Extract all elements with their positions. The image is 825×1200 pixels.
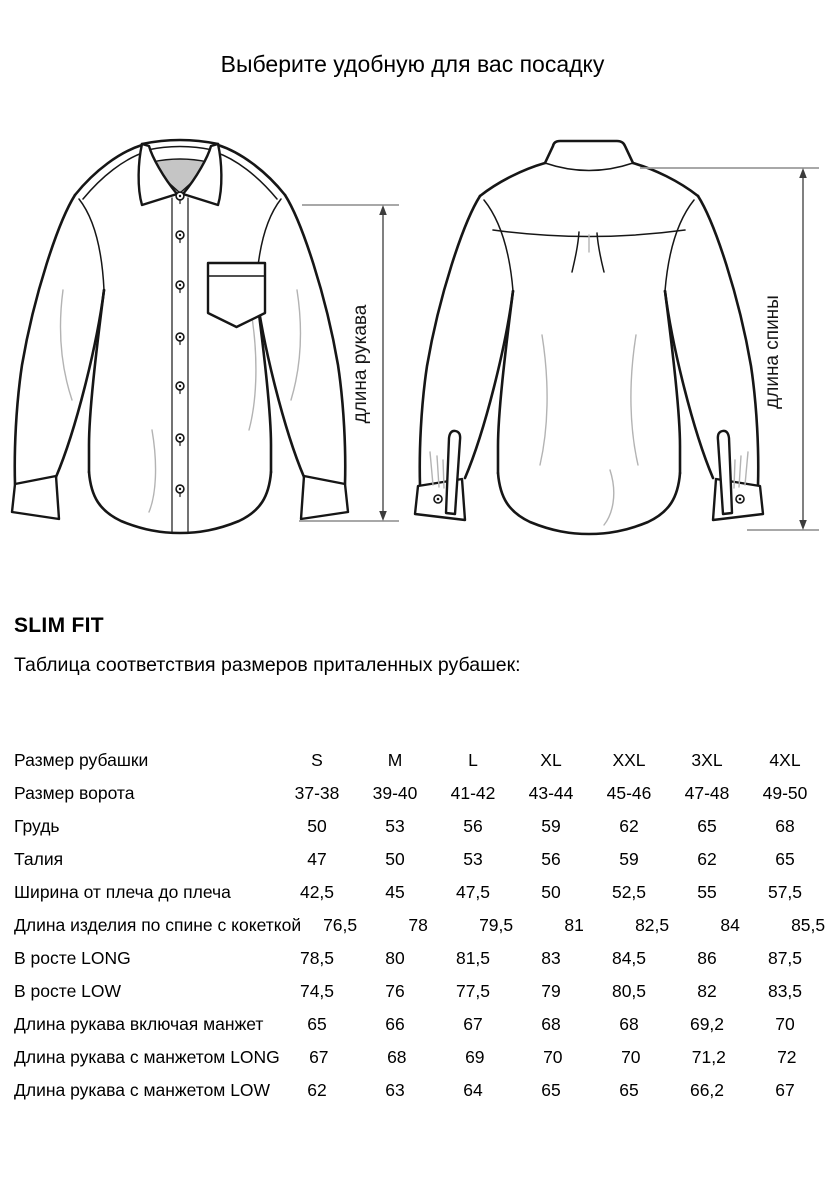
size-cell: 70 [543, 1047, 563, 1067]
size-cell: 83,5 [767, 981, 803, 1001]
back-length-label: длина спины [762, 295, 783, 409]
size-cell: S [311, 750, 323, 770]
table-row [14, 876, 824, 909]
size-cell: 43-44 [528, 783, 574, 803]
row-label: Талия [14, 849, 64, 869]
size-cell: 80 [385, 948, 405, 968]
arrowhead-down-icon [379, 511, 387, 521]
size-cell: 82 [697, 981, 717, 1001]
size-cell: 66 [385, 1014, 405, 1034]
size-cell: 80,5 [611, 981, 647, 1001]
size-cell: 50 [385, 849, 405, 869]
size-cell: 71,2 [691, 1047, 726, 1067]
size-cell: 65 [307, 1014, 327, 1034]
size-cell: 74,5 [299, 981, 335, 1001]
front-left-cuff [12, 476, 59, 519]
size-cell: M [387, 750, 403, 770]
button-icon [176, 231, 184, 242]
size-cell: 83 [541, 948, 561, 968]
size-cell: 69 [465, 1047, 485, 1067]
size-cell: 65 [697, 816, 717, 836]
size-cell: 63 [385, 1080, 405, 1100]
size-cell: 65 [619, 1080, 639, 1100]
size-cell: 76,5 [323, 915, 358, 935]
size-cell: 76 [385, 981, 405, 1001]
button-icon [176, 434, 184, 445]
size-cell: 62 [619, 816, 639, 836]
button-icon [176, 333, 184, 344]
size-cell: 65 [541, 1080, 561, 1100]
size-cell: 68 [775, 816, 795, 836]
page-title: Выберите удобную для вас посадку [220, 51, 605, 77]
back-body [498, 291, 680, 534]
size-cell: 39-40 [372, 783, 418, 803]
table-subtitle: Таблица соответствия размеров приталенных рубашек: [14, 654, 521, 676]
row-label: Размер ворота [14, 783, 135, 803]
sleeve-length-dimension [299, 205, 399, 521]
size-cell: 68 [541, 1014, 561, 1034]
size-cell: 53 [463, 849, 483, 869]
size-cell: 47-48 [684, 783, 730, 803]
table-row [14, 843, 824, 876]
size-cell: 78,5 [299, 948, 335, 968]
row-label: Размер рубашки [14, 750, 149, 770]
shirt-back-drawing [415, 141, 763, 534]
size-cell: 81,5 [455, 948, 491, 968]
arrowhead-up-icon [799, 168, 807, 178]
size-cell: XL [540, 750, 562, 770]
size-cell: 57,5 [767, 882, 803, 902]
size-cell: 72 [777, 1047, 797, 1067]
size-cell: 62 [697, 849, 717, 869]
size-cell: 79 [541, 981, 561, 1001]
sleeve-length-label: длина рукава [350, 304, 371, 424]
size-cell: 45-46 [606, 783, 652, 803]
size-cell: 4XL [769, 750, 801, 770]
button-icon [176, 382, 184, 393]
row-label: В росте LOW [14, 981, 122, 1001]
size-cell: 41-42 [450, 783, 496, 803]
row-label: Грудь [14, 816, 60, 836]
size-cell: 50 [541, 882, 561, 902]
row-label: Длина рукава с манжетом LONG [14, 1047, 280, 1067]
cuff-button-icon [434, 495, 442, 503]
size-cell: 84 [720, 915, 740, 935]
button-icon [176, 281, 184, 292]
size-cell: 69,2 [689, 1014, 725, 1034]
size-cell: 59 [619, 849, 639, 869]
table-row [14, 975, 824, 1008]
size-table [14, 744, 824, 1107]
row-label: Длина рукава с манжетом LOW [14, 1080, 271, 1100]
size-cell: 49-50 [762, 783, 808, 803]
size-cell: 81 [564, 915, 584, 935]
size-cell: 50 [307, 816, 327, 836]
row-label: В росте LONG [14, 948, 131, 968]
size-cell: 59 [541, 816, 561, 836]
table-row [14, 810, 824, 843]
size-cell: 68 [619, 1014, 639, 1034]
table-row [14, 1074, 824, 1107]
table-row [14, 909, 824, 942]
size-cell: 86 [697, 948, 717, 968]
size-cell: 56 [541, 849, 561, 869]
size-cell: 47,5 [455, 882, 491, 902]
table-row [14, 942, 824, 975]
section-heading: SLIM FIT [14, 614, 104, 637]
size-cell: L [468, 750, 478, 770]
row-label: Длина изделия по спине с кокеткой [14, 915, 302, 935]
size-cell: 65 [775, 849, 795, 869]
size-cell: 47 [307, 849, 327, 869]
table-row [14, 1041, 824, 1074]
size-cell: XXL [612, 750, 646, 770]
front-right-cuff [301, 476, 348, 519]
size-cell: 87,5 [767, 948, 803, 968]
size-cell: 55 [697, 882, 717, 902]
button-icon [176, 192, 184, 203]
size-cell: 52,5 [611, 882, 647, 902]
size-cell: 85,5 [791, 915, 825, 935]
row-label: Длина рукава включая манжет [14, 1014, 264, 1034]
size-cell: 77,5 [455, 981, 491, 1001]
arrowhead-down-icon [799, 520, 807, 530]
size-cell: 67 [309, 1047, 329, 1067]
size-cell: 62 [307, 1080, 327, 1100]
table-row [14, 744, 824, 777]
button-icon [176, 485, 184, 496]
size-cell: 84,5 [611, 948, 647, 968]
size-cell: 64 [463, 1080, 483, 1100]
size-cell: 70 [775, 1014, 795, 1034]
size-cell: 53 [385, 816, 405, 836]
arrowhead-up-icon [379, 205, 387, 215]
size-cell: 37-38 [294, 783, 340, 803]
row-label: Ширина от плеча до плеча [14, 882, 231, 902]
size-cell: 68 [387, 1047, 407, 1067]
size-cell: 79,5 [479, 915, 514, 935]
size-cell: 45 [385, 882, 405, 902]
size-cell: 42,5 [299, 882, 335, 902]
shirt-fit-diagram [0, 100, 825, 570]
size-cell: 70 [621, 1047, 641, 1067]
size-cell: 78 [408, 915, 428, 935]
button-placket [172, 198, 188, 532]
back-yoke [493, 230, 685, 272]
buttons [176, 192, 184, 496]
size-cell: 56 [463, 816, 483, 836]
size-cell: 66,2 [689, 1080, 725, 1100]
table-row [14, 1008, 824, 1041]
shirt-front-drawing [12, 140, 348, 533]
table-row [14, 777, 824, 810]
chest-pocket [208, 263, 265, 327]
size-cell: 3XL [691, 750, 723, 770]
size-cell: 67 [463, 1014, 483, 1034]
size-cell: 67 [775, 1080, 795, 1100]
cuff-button-icon [736, 495, 744, 503]
size-cell: 82,5 [635, 915, 670, 935]
back-collar [545, 141, 633, 171]
